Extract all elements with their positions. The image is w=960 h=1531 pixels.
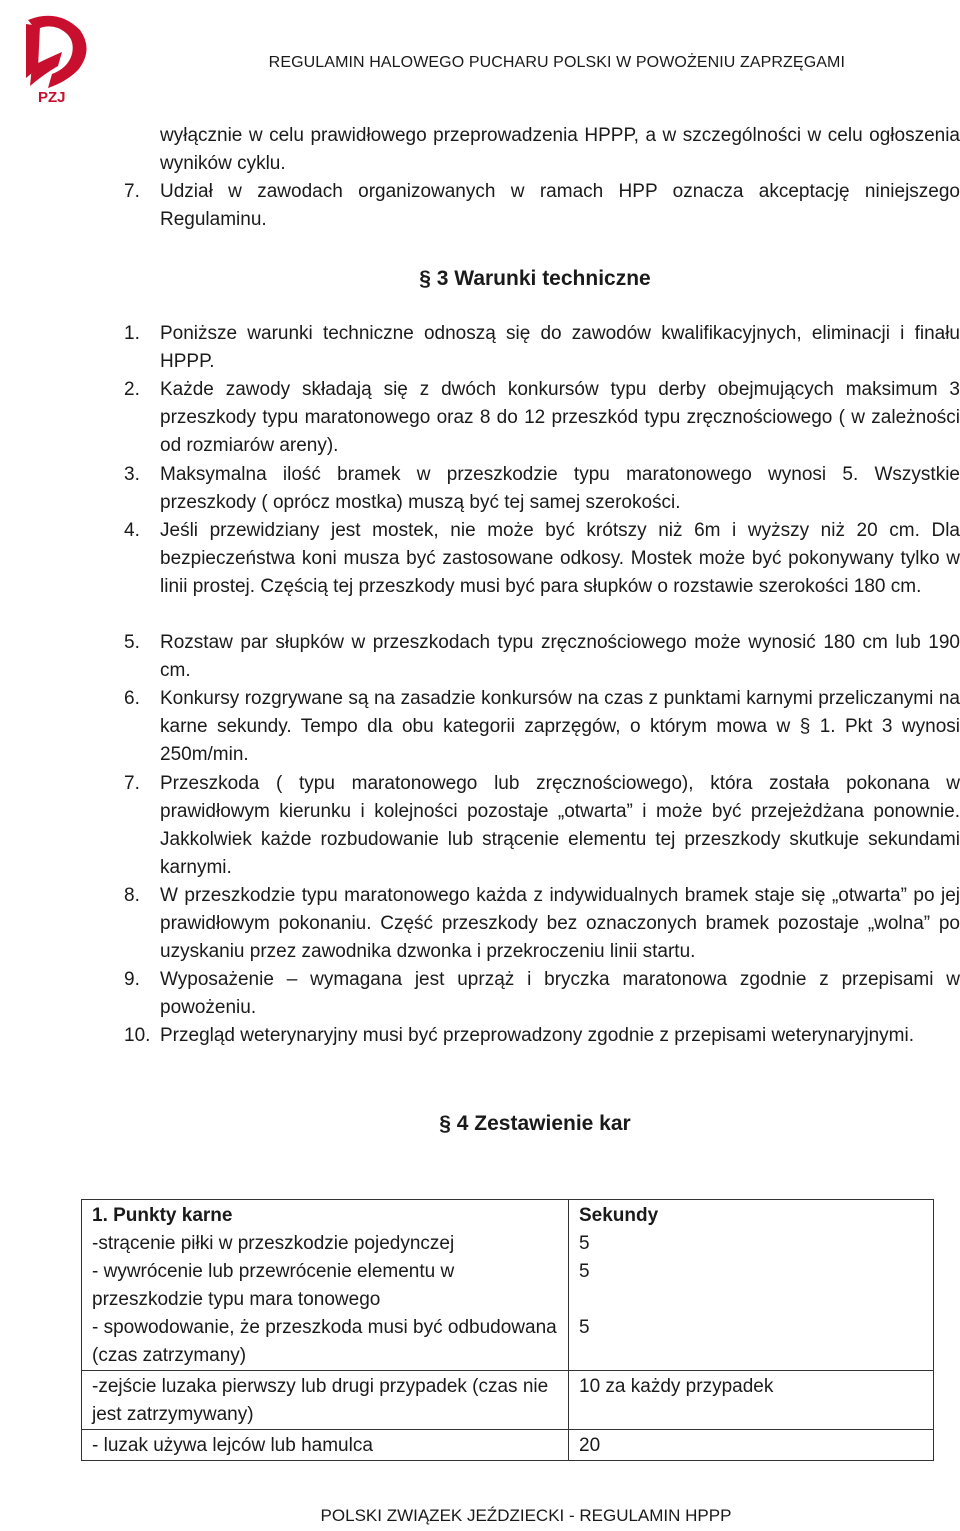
penalty-description: - spowodowanie, że przeszkoda musi być odbudowana (czas zatrzymany) <box>92 1317 557 1366</box>
page-footer: POLSKI ZWIĄZEK JEŹDZIECKI - REGULAMIN HPPP <box>320 1506 732 1525</box>
column-header: 1. Punkty karne <box>92 1205 233 1226</box>
item-text: Maksymalna ilość bramek w przeszkodzie typu maratonowego wynosi 5. Wszystkie przeszkody ( oprócz mostka) muszą być tej samej szerokości. <box>160 464 960 513</box>
item-number: 4. <box>124 520 140 541</box>
item-number: 8. <box>124 885 140 906</box>
item-text: Przegląd weterynaryjny musi być przeprowadzony zgodnie z przepisami weterynaryjnymi. <box>160 1025 914 1046</box>
item-text: Rozstaw par słupków w przeszkodach typu zręcznościowego może wynosić 180 cm lub 190 cm. <box>160 632 960 681</box>
item-number: 10. <box>124 1025 151 1046</box>
penalty-description: -zejście luzaka pierwszy lub drugi przypadek (czas nie jest zatrzymywany) <box>82 1371 569 1430</box>
item-number: 1. <box>124 323 140 344</box>
item-text: Udział w zawodach organizowanych w ramach HPP oznacza akceptację niniejszego Regulaminu. <box>160 181 960 230</box>
table-row <box>82 1371 934 1430</box>
table-cell <box>82 1200 569 1371</box>
pzj-logo <box>18 8 92 108</box>
item-number: 6. <box>124 688 140 709</box>
table-cell <box>569 1200 934 1371</box>
continuation-text: wyłącznie w celu prawidłowego przeprowadzenia HPPP, a w szczególności w celu ogłoszenia wyników cyklu. <box>160 125 960 174</box>
table-row <box>82 1430 934 1461</box>
item-number: 3. <box>124 464 140 485</box>
item-text: Wyposażenie – wymagana jest uprząż i bryczka maratonowa zgodnie z przepisami w powożeniu. <box>160 969 960 1018</box>
column-header: Sekundy <box>579 1205 659 1226</box>
item-text: Każde zawody składają się z dwóch konkursów typu derby obejmujących maksimum 3 przeszkody typu maratonowego oraz 8 do 12 przeszkód typu zręcznościowego ( w zależności od rozmiarów areny). <box>160 379 960 456</box>
penalty-description: - luzak używa lejców lub hamulca <box>82 1430 569 1461</box>
penalty-description: - wywrócenie lub przewrócenie elementu w przeszkodzie typu mara tonowego <box>92 1261 455 1310</box>
svg-text:PZJ: PZJ <box>38 89 66 106</box>
page-header: REGULAMIN HALOWEGO PUCHARU POLSKI W POWOŻENIU ZAPRZĘGAMI <box>268 54 845 71</box>
item-number: 7. <box>124 773 140 794</box>
penalty-seconds: 5 <box>579 1261 590 1282</box>
section-heading: § 4 Zestawienie kar <box>439 1112 631 1135</box>
penalty-seconds: 5 <box>579 1233 590 1254</box>
penalty-seconds: 10 za każdy przypadek <box>569 1371 934 1430</box>
section-heading: § 3 Warunki techniczne <box>419 267 651 290</box>
item-text: Przeszkoda ( typu maratonowego lub zręcznościowego), która została pokonana w prawidłowym kierunku i kolejności pozostaje „otwarta” i może być przejeżdżana ponownie. Jakkolwiek każde rozbudowanie lub strącenie elementu tej przeszkody skutkuje sekundami karnymi. <box>160 773 960 878</box>
item-text: Konkursy rozgrywane są na zasadzie konkursów na czas z punktami karnymi przeliczanymi na karne sekundy. Tempo dla obu kategorii zaprzęgów, o którym mowa w § 1. Pkt 3 wynosi 250m/min. <box>160 688 960 765</box>
penalty-seconds: 5 <box>579 1317 590 1338</box>
item-number: 5. <box>124 632 140 653</box>
item-text: W przeszkodzie typu maratonowego każda z indywidualnych bramek staje się „otwarta” po jej prawidłowym pokonaniu. Część przeszkody bez oznaczonych bramek pozostaje „wolna” po uzyskaniu przez zawodnika dzwonka i przekroczeniu linii startu. <box>160 885 960 962</box>
table-row <box>82 1200 934 1371</box>
item-text: Jeśli przewidziany jest mostek, nie może być krótszy niż 6m i wyższy niż 20 cm. Dla bezpieczeństwa koni musza być zastosowane odkosy. Mostek może być pokonywany tylko w linii prostej. Częścią tej przeszkody musi być para słupków o rozstawie szerokości 180 cm. <box>160 520 960 597</box>
item-text: Poniższe warunki techniczne odnoszą się do zawodów kwalifikacyjnych, eliminacji i finału HPPP. <box>160 323 960 372</box>
penalty-seconds: 20 <box>569 1430 934 1461</box>
penalty-description: -strącenie piłki w przeszkodzie pojedynczej <box>92 1233 455 1254</box>
item-number: 9. <box>124 969 140 990</box>
penalty-table <box>81 1199 934 1461</box>
item-number: 2. <box>124 379 140 400</box>
item-number: 7. <box>124 181 140 202</box>
